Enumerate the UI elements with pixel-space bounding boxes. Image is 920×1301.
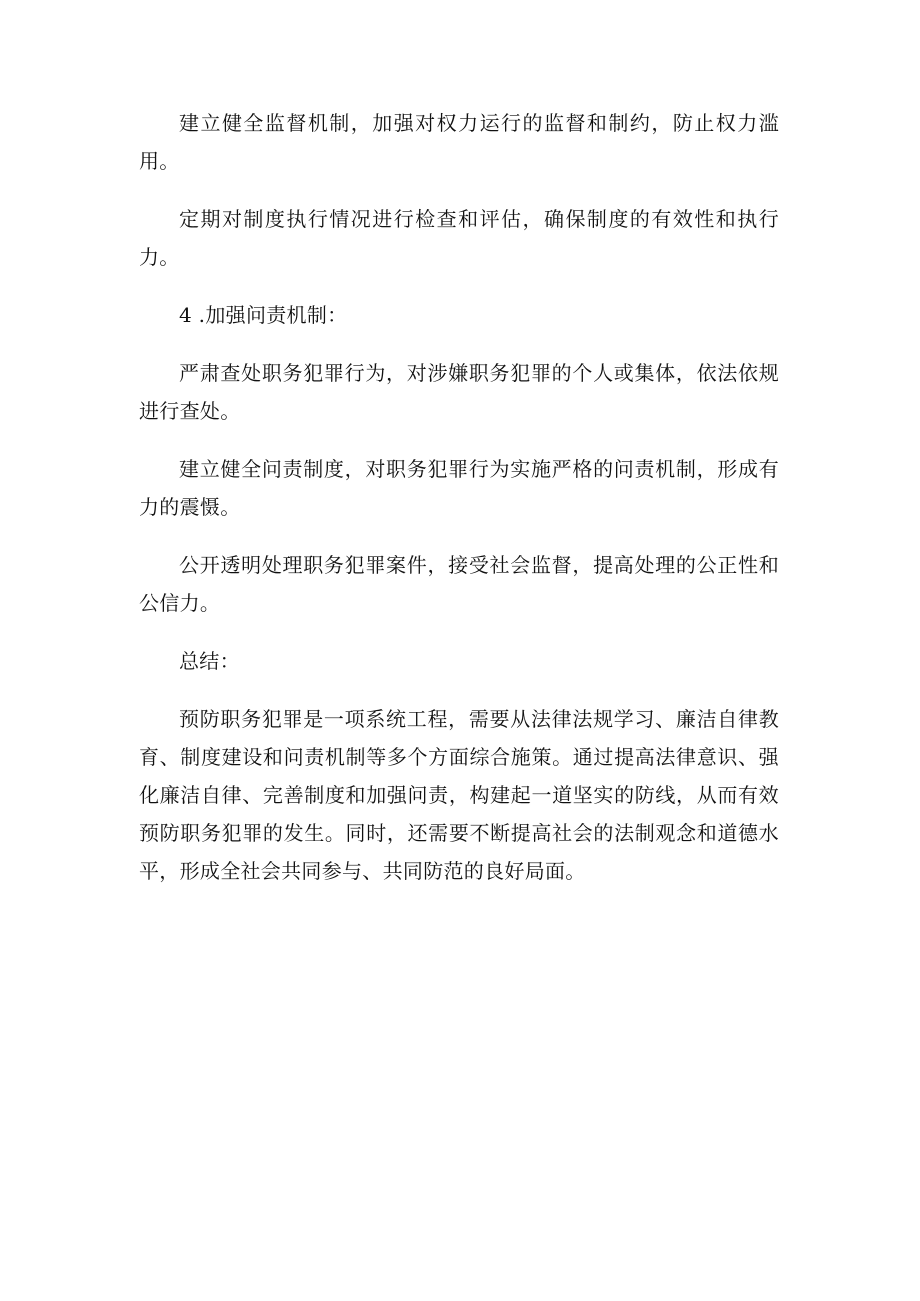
- paragraph-investigation: 严肃查处职务犯罪行为，对涉嫌职务犯罪的个人或集体，依法依规进行查处。: [139, 361, 779, 423]
- section-heading-accountability: 4 .加强问责机制：: [179, 303, 348, 327]
- paragraph-accountability-system: 建立健全问责制度，对职务犯罪行为实施严格的问责机制，形成有力的震慑。: [139, 457, 779, 519]
- document-body: [139, 104, 779, 910]
- section-heading-summary: 总结：: [179, 649, 240, 673]
- paragraph-summary: 预防职务犯罪是一项系统工程，需要从法律法规学习、廉洁自律教育、制度建设和问责机制等多个方面综合施策。通过提高法律意识、强化廉洁自律、完善制度和加强问责，构建起一道坚实的防线，从而有效预防职务犯罪的发生。同时，还需要不断提高社会的法制观念和道德水平，形成全社会共同参与、共同防范的良好局面。: [139, 707, 779, 883]
- paragraph-evaluation: 定期对制度执行情况进行检查和评估，确保制度的有效性和执行力。: [139, 207, 779, 269]
- paragraph-supervision: 建立健全监督机制，加强对权力运行的监督和制约，防止权力滥用。: [139, 111, 779, 173]
- paragraph-transparency: 公开透明处理职务犯罪案件，接受社会监督，提高处理的公正性和公信力。: [139, 553, 779, 615]
